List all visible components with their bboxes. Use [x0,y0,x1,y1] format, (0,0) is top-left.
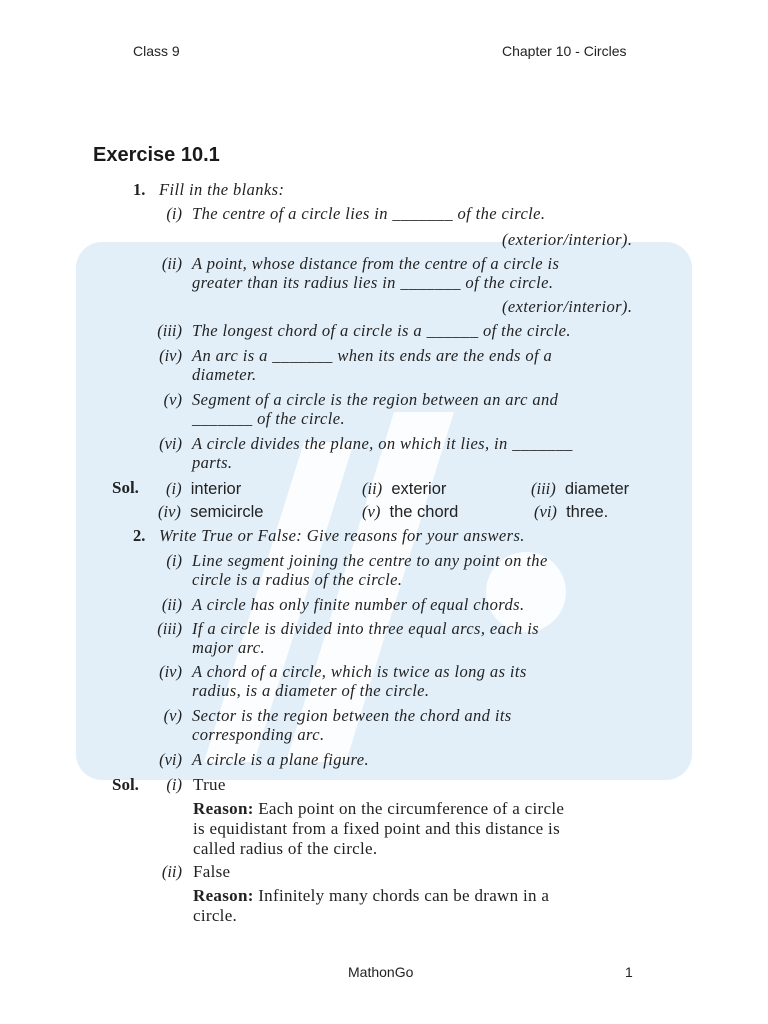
question-2-prompt: Write True or False: Give reasons for your answers. [159,526,525,545]
q2-item-iii-roman: (iii) [157,619,182,638]
q1-item-i-roman: (i) [166,204,182,223]
footer-brand: MathonGo [348,964,414,980]
q1-item-vi-roman: (vi) [159,434,182,453]
sol2-item-ii-reason-text1: Infinitely many chords can be drawn in a [258,886,550,905]
q2-item-v-roman: (v) [163,706,182,725]
question-1-number: 1. [133,180,146,199]
q1-item-i-hint: (exterior/interior). [502,230,633,249]
sol1-answer-i-roman: (i) [166,479,182,498]
header-chapter: Chapter 10 - Circles [502,43,627,59]
q2-item-i-roman: (i) [166,551,182,570]
q2-item-v-line1: Sector is the region between the chord and its [192,706,512,725]
sol1-answer-v-roman: (v) [362,502,381,521]
sol1-answer-v [362,502,458,522]
q1-item-iii-roman: (iii) [157,321,182,340]
sol2-item-ii-roman: (ii) [161,862,182,881]
sol2-item-ii-reason-label: Reason: [193,886,254,905]
q1-item-iii-line: The longest chord of a circle is a ______ of the circle. [192,321,571,340]
sol1-answer-vi-roman: (vi) [534,502,557,521]
footer-page-number: 1 [625,964,633,980]
solution-2-label: Sol. [112,775,139,794]
sol1-answer-v-text: the chord [389,503,459,521]
exercise-title: Exercise 10.1 [93,144,220,166]
header-class: Class 9 [133,43,180,59]
sol1-answer-iv-text: semicircle [190,503,264,521]
sol1-answer-ii [362,479,446,499]
q1-item-iv-line1: An arc is a _______ when its ends are the ends of a [192,346,553,365]
sol2-item-ii-reason-line1 [193,886,549,906]
sol1-answer-iii-roman: (iii) [531,479,556,498]
q1-item-vi-line2: parts. [192,453,233,472]
q2-item-iii-line1: If a circle is divided into three equal arcs, each is [192,619,539,638]
sol2-item-i-reason-line1 [193,799,564,819]
q2-item-ii-line: A circle has only finite number of equal chords. [192,595,525,614]
q2-item-vi-roman: (vi) [159,750,182,769]
sol2-item-i-verdict: True [193,775,226,794]
q2-item-iv-line1: A chord of a circle, which is twice as long as its [192,662,527,681]
solution-1-label: Sol. [112,478,139,497]
sol1-answer-ii-text: exterior [391,480,447,498]
q2-item-iv-roman: (iv) [159,662,182,681]
q1-item-i-line: The centre of a circle lies in _______ of the circle. [192,204,546,223]
q1-item-v-roman: (v) [163,390,182,409]
q2-item-i-line1: Line segment joining the centre to any point on the [192,551,548,570]
sol2-item-ii-reason-line2: circle. [193,906,238,925]
sol1-answer-iii-text: diameter [564,480,630,498]
q1-item-ii-line1: A point, whose distance from the centre of a circle is [192,254,560,273]
sol2-item-i-roman: (i) [166,775,182,794]
sol1-answer-iv [158,502,263,522]
q1-item-iv-roman: (iv) [159,346,182,365]
q2-item-v-line2: corresponding arc. [192,725,325,744]
sol2-item-ii-verdict: False [193,862,231,881]
q1-item-vi-line1: A circle divides the plane, on which it lies, in _______ [192,434,573,453]
q2-item-i-line2: circle is a radius of the circle. [192,570,403,589]
q2-item-ii-roman: (ii) [161,595,182,614]
q2-item-iii-line2: major arc. [192,638,266,657]
q1-item-ii-hint: (exterior/interior). [502,297,633,316]
sol1-answer-iii [531,479,629,499]
sol1-answer-i [166,479,241,499]
sol2-item-i-reason-text1: Each point on the circumference of a circle [258,799,565,818]
sol2-item-i-reason-line2: is equidistant from a fixed point and this distance is [193,819,560,838]
q1-item-v-line1: Segment of a circle is the region between an arc and [192,390,559,409]
q1-item-ii-roman: (ii) [161,254,182,273]
q1-item-ii-line2: greater than its radius lies in _______ of the circle. [192,273,554,292]
sol2-item-i-reason-line3: called radius of the circle. [193,839,378,858]
sol1-answer-i-text: interior [190,480,242,498]
q1-item-iv-line2: diameter. [192,365,257,384]
q1-item-v-line2: _______ of the circle. [192,409,345,428]
sol2-item-i-reason-label: Reason: [193,799,254,818]
question-1-prompt: Fill in the blanks: [159,180,285,199]
sol1-answer-vi [534,502,608,522]
sol1-answer-vi-text: three. [566,503,609,521]
sol1-answer-ii-roman: (ii) [362,479,383,498]
q2-item-vi-line: A circle is a plane figure. [192,750,369,769]
question-2-number: 2. [133,526,146,545]
q2-item-iv-line2: radius, is a diameter of the circle. [192,681,430,700]
sol1-answer-iv-roman: (iv) [158,502,181,521]
